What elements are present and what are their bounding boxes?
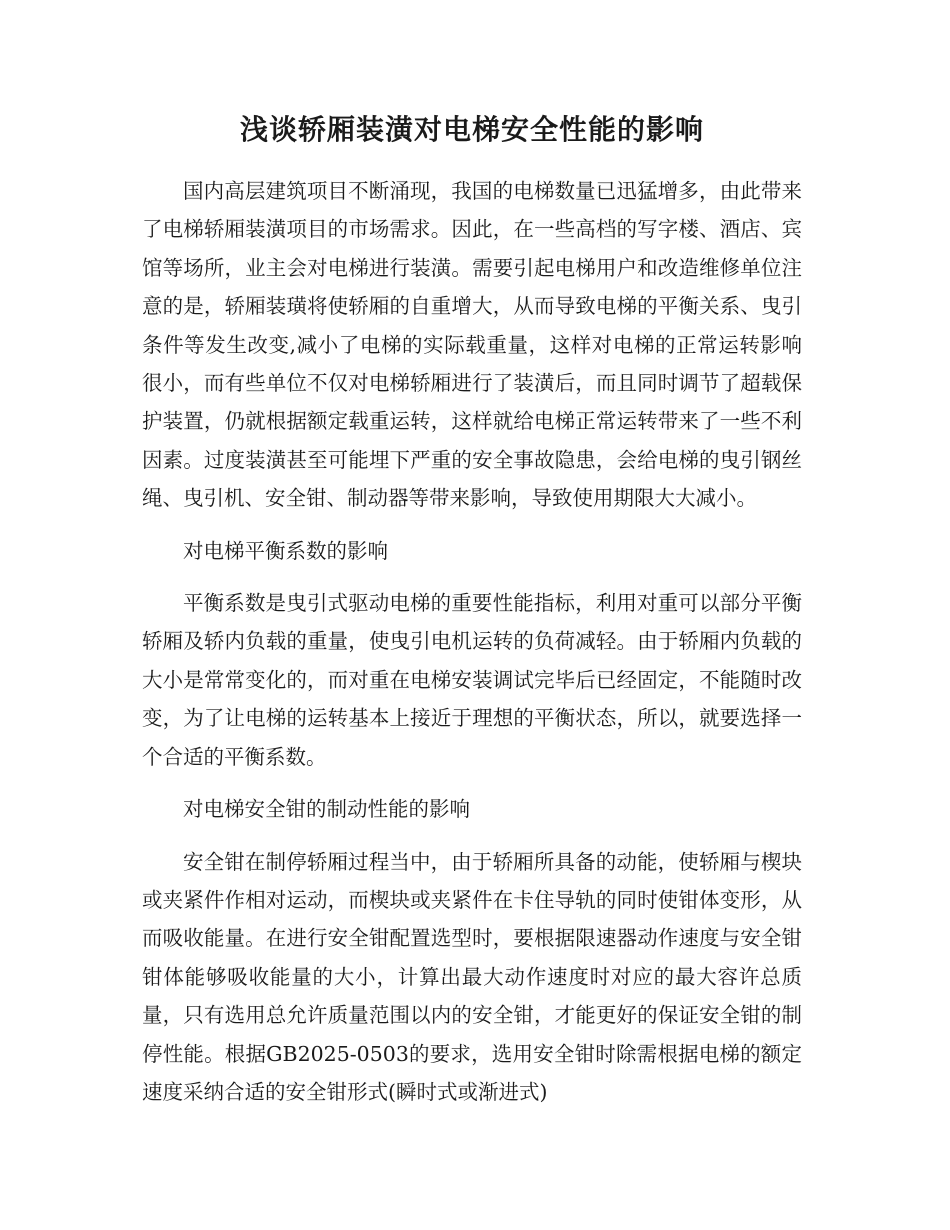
document-page xyxy=(142,108,802,1111)
section-heading-balance: 对电梯平衡系数的影响 xyxy=(183,538,388,563)
paragraph-intro: 国内高层建筑项目不断涌现，我国的电梯数量已迅猛增多，由此带来了电梯轿厢装潢项目的市场需求。因此，在一些高档的写字楼、酒店、宾馆等场所，业主会对电梯进行装潢。需要引起电梯用户和改造维修单位注意的是，轿厢装璜将使轿厢的自重增大，从而导致电梯的平衡关系、曳引条件等发生改变,减小了电梯的实际载重量，这样对电梯的正常运转影响很小，而有些单位不仅对电梯轿厢进行了装潢后，而且同时调节了超载保护装置，仍就根据额定载重运转，这样就给电梯正常运转带来了一些不利因素。过度装潢甚至可能埋下严重的安全事故隐患，会给电梯的曳引钢丝绳、曳引机、安全钳、制动器等带来影响，导致使用期限大大减小。 xyxy=(142,179,802,511)
paragraph-balance: 平衡系数是曳引式驱动电梯的重要性能指标，利用对重可以部分平衡轿厢及轿内负载的重量，使曳引电机运转的负荷减轻。由于轿厢内负载的大小是常常变化的，而对重在电梯安装调试完毕后已经固定，不能随时改变，为了让电梯的运转基本上接近于理想的平衡状态，所以，就要选择一个合适的平衡系数。 xyxy=(142,591,802,769)
section-heading-safety-gear: 对电梯安全钳的制动性能的影响 xyxy=(183,797,470,822)
document-title: 浅谈轿厢装潢对电梯安全性能的影响 xyxy=(239,113,704,146)
paragraph-safety-gear: 安全钳在制停轿厢过程当中，由于轿厢所具备的动能，使轿厢与楔块或夹紧件作相对运动，而楔块或夹紧件在卡住导轨的同时使钳体变形，从而吸收能量。在进行安全钳配置选型时，要根据限速器动作速度与安全钳钳体能够吸收能量的大小，计算出最大动作速度时对应的最大容许总质量，只有选用总允许质量范围以内的安全钳，才能更好的保证安全钳的制停性能。根据GB2025-0503的要求，选用安全钳时除需根据电梯的额定速度采纳合适的安全钳形式(瞬时式或渐进式) xyxy=(142,849,802,1104)
